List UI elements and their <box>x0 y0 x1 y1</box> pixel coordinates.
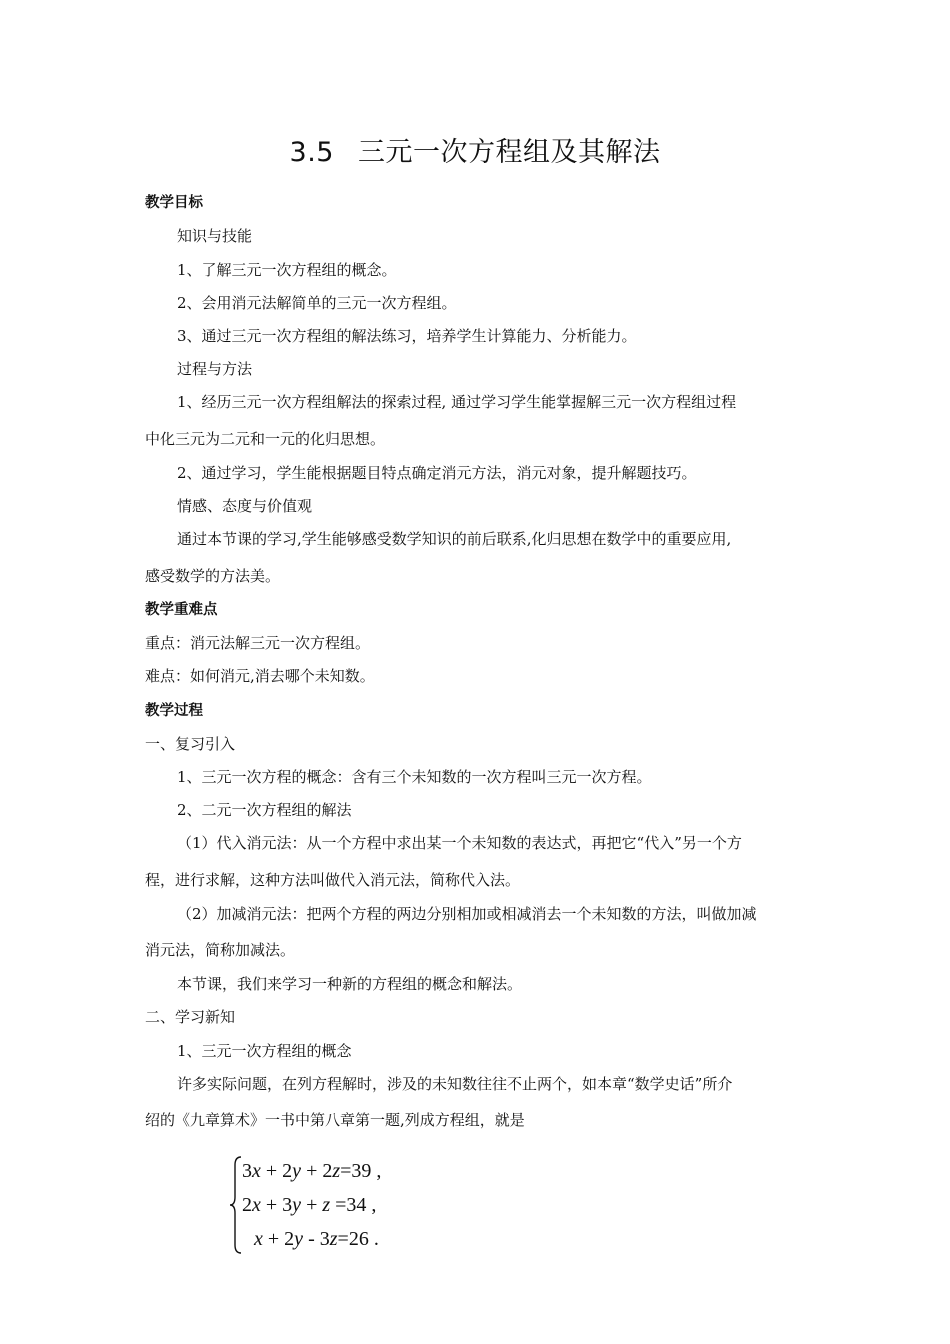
page-title <box>0 130 950 169</box>
text-line: 过程与方法 <box>177 360 253 378</box>
equation-3: x + 2y - 3z=26 . <box>254 1228 379 1250</box>
equation-1: 3x + 2y + 2z=39 , <box>242 1160 382 1182</box>
equation-2: 2x + 3y + z =34 , <box>242 1194 377 1216</box>
text-line: 1、经历三元一次方程组解法的探索过程, 通过学习学生能掌握解三元一次方程组过程 <box>177 393 737 411</box>
text-line: 1、三元一次方程组的概念 <box>177 1042 352 1060</box>
equation-system <box>229 1155 489 1255</box>
text-line: 重点：消元法解三元一次方程组。 <box>145 634 371 652</box>
text-line: 消元法，简称加减法。 <box>145 941 296 959</box>
heading-teaching-process: 教学过程 <box>145 703 203 719</box>
text-line: 绍的《九章算术》一书中第八章第一题,列成方程组，就是 <box>145 1111 525 1129</box>
text-line: 本节课，我们来学习一种新的方程组的概念和解法。 <box>177 975 523 993</box>
text-line: 通过本节课的学习,学生能够感受数学知识的前后联系,化归思想在数学中的重要应用, <box>177 530 732 548</box>
text-line: 二、学习新知 <box>145 1008 236 1026</box>
heading-teaching-goals: 教学目标 <box>145 195 203 211</box>
text-line: 一、复习引入 <box>145 735 236 753</box>
text-line: 2、通过学习，学生能根据题目特点确定消元方法，消元对象，提升解题技巧。 <box>177 464 697 482</box>
text-line: 3、通过三元一次方程组的解法练习，培养学生计算能力、分析能力。 <box>177 327 637 345</box>
text-line: 1、三元一次方程的概念：含有三个未知数的一次方程叫三元一次方程。 <box>177 768 652 786</box>
text-line: 知识与技能 <box>177 227 253 245</box>
text-line: 许多实际问题，在列方程解时，涉及的未知数往往不止两个，如本章“数学史话”所介 <box>177 1075 733 1093</box>
text-line: 2、会用消元法解简单的三元一次方程组。 <box>177 294 457 312</box>
text-line: （1）代入消元法：从一个方程中求出某一个未知数的表达式，再把它“代入”另一个方 <box>177 834 742 852</box>
text-line: 程，进行求解，这种方法叫做代入消元法，简称代入法。 <box>145 871 521 889</box>
text-line: 中化三元为二元和一元的化归思想。 <box>145 430 386 448</box>
text-line: （2）加减消元法：把两个方程的两边分别相加或相减消去一个未知数的方法，叫做加减 <box>177 905 757 923</box>
section-number: 3.5 <box>289 137 334 168</box>
left-brace-icon <box>229 1155 243 1255</box>
text-line: 情感、态度与价值观 <box>177 497 313 515</box>
title-text: 三元一次方程组及其解法 <box>357 137 661 168</box>
text-line: 1、了解三元一次方程组的概念。 <box>177 261 397 279</box>
heading-key-points: 教学重难点 <box>145 602 218 618</box>
text-line: 难点：如何消元,消去哪个未知数。 <box>145 667 375 685</box>
text-line: 2、二元一次方程组的解法 <box>177 801 352 819</box>
text-line: 感受数学的方法美。 <box>145 567 281 585</box>
